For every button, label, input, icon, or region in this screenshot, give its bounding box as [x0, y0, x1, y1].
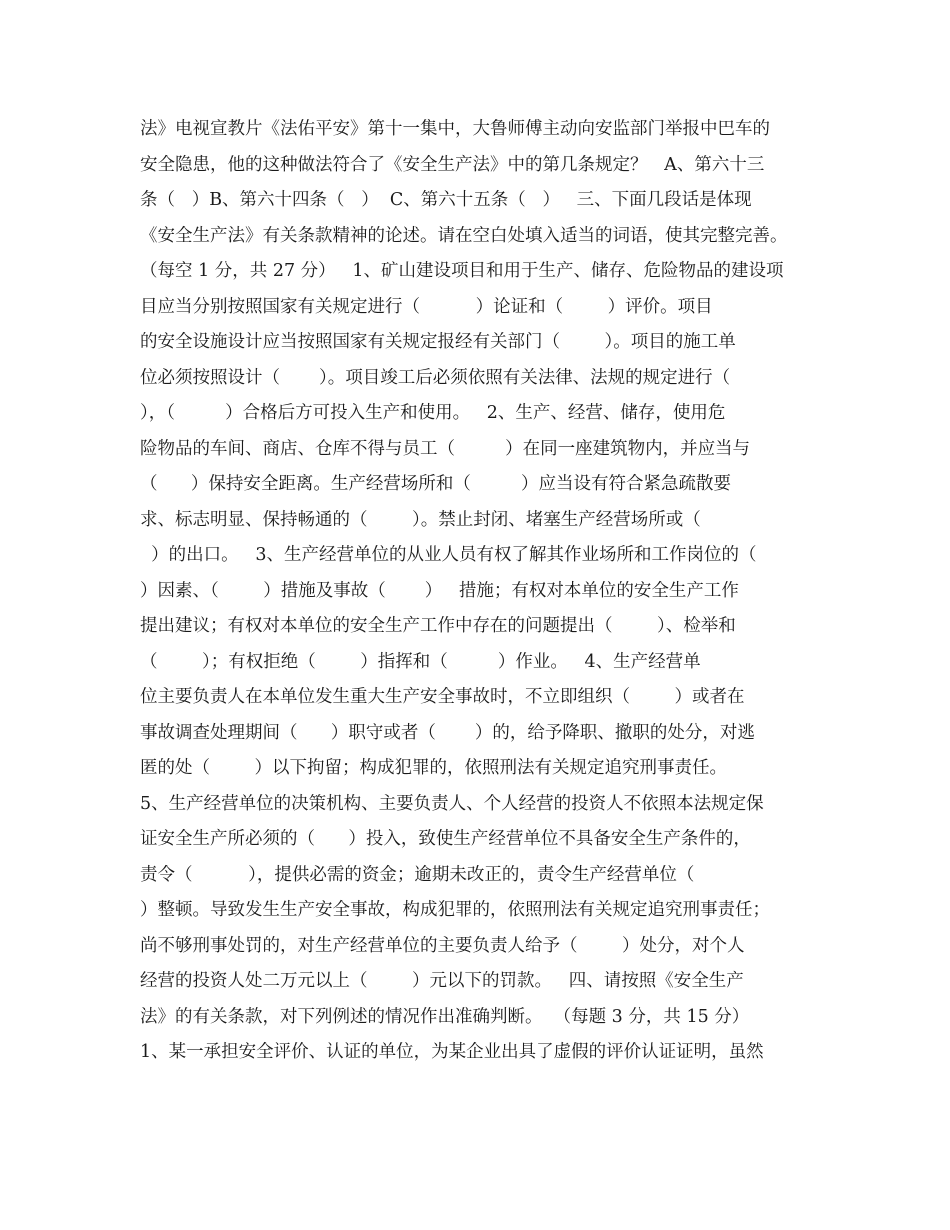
text-line: （每空 1 分，共 27 分） 1、矿山建设项目和用于生产、储存、危险物品的建设项 [140, 261, 784, 281]
text-line: 安全隐患，他的这种做法符合了《安全生产法》中的第几条规定？ A、第六十三 [140, 154, 765, 175]
text-line: （ ）保持安全距离。生产经营场所和（ ）应当设有符合紧急疏散要 [140, 474, 731, 494]
text-line: 求、标志明显、保持畅通的（ ）。禁止封闭、堵塞生产经营场所或（ [140, 509, 701, 530]
text-line: 事故调查处理期间（ ）职守或者（ ）的，给予降职、撤职的处分，对逃 [140, 722, 755, 743]
text-line: ）整顿。导致发生生产安全事故，构成犯罪的，依照刑法有关规定追究刑事责任； [140, 900, 770, 920]
text-line: 险物品的车间、商店、仓库不得与员工（ ）在同一座建筑物内，并应当与 [140, 438, 751, 459]
text-line: 1、某一承担安全评价、认证的单位，为某企业出具了虚假的评价认证证明，虽然 [140, 1042, 764, 1062]
text-line: 目应当分别按照国家有关规定进行（ ）论证和（ ）评价。项目 [140, 296, 713, 317]
text-line: 5、生产经营单位的决策机构、主要负责人、个人经营的投资人不依照本法规定保 [140, 793, 764, 814]
text-line: 《安全生产法》有关条款精神的论述。请在空白处填入适当的词语，使其完整完善。 [140, 225, 788, 246]
document-body [140, 112, 830, 1071]
text-line: 匿的处（ ）以下拘留；构成犯罪的，依照刑法有关规定追究刑事责任。 [140, 758, 727, 778]
text-line: ），（ ）合格后方可投入生产和使用。 2、生产、经营、储存，使用危 [140, 403, 726, 423]
text-line: 证安全生产所必须的（ ）投入，致使生产经营单位不具备安全生产条件的， [140, 829, 751, 849]
text-line: 位主要负责人在本单位发生重大生产安全事故时，不立即组织（ ）或者在 [140, 687, 745, 707]
text-line: 的安全设施设计应当按照国家有关规定报经有关部门（ ）。项目的施工单 [140, 332, 736, 352]
text-line: 条（ ）B、第六十四条（ ） C、第六十五条（ ） 三、下面几段话是体现 [140, 190, 752, 210]
text-line: 尚不够刑事处罚的，对生产经营单位的主要负责人给予（ ）处分，对个人 [140, 935, 745, 956]
text-line: 法》电视宣教片《法佑平安》第十一集中，大鲁师傅主动向安监部门举报中巴车的 [140, 119, 770, 139]
text-line: （ ）；有权拒绝（ ）指挥和（ ）作业。 4、生产经营单 [140, 651, 701, 672]
text-line: 位必须按照设计（ ）。项目竣工后必须依照有关法律、法规的规定进行（ [140, 367, 731, 388]
text-line: 经营的投资人处二万元以上（ ）元以下的罚款。 四、请按照《安全生产 [140, 971, 744, 991]
text-line: 责令（ ），提供必需的资金；逾期未改正的，责令生产经营单位（ [140, 864, 695, 885]
text-line: 提出建议；有权对本单位的安全生产工作中存在的问题提出（ ）、检举和 [140, 616, 736, 636]
text-line: 法》的有关条款，对下列例述的情况作出准确判断。 （每题 3 分，共 15 分） [140, 1006, 750, 1027]
text-line: ）因素、（ ）措施及事故（ ） 措施；有权对本单位的安全生产工作 [140, 580, 739, 601]
text-line: ）的出口。 3、生产经营单位的从业人员有权了解其作业场所和工作岗位的（ [140, 545, 757, 565]
